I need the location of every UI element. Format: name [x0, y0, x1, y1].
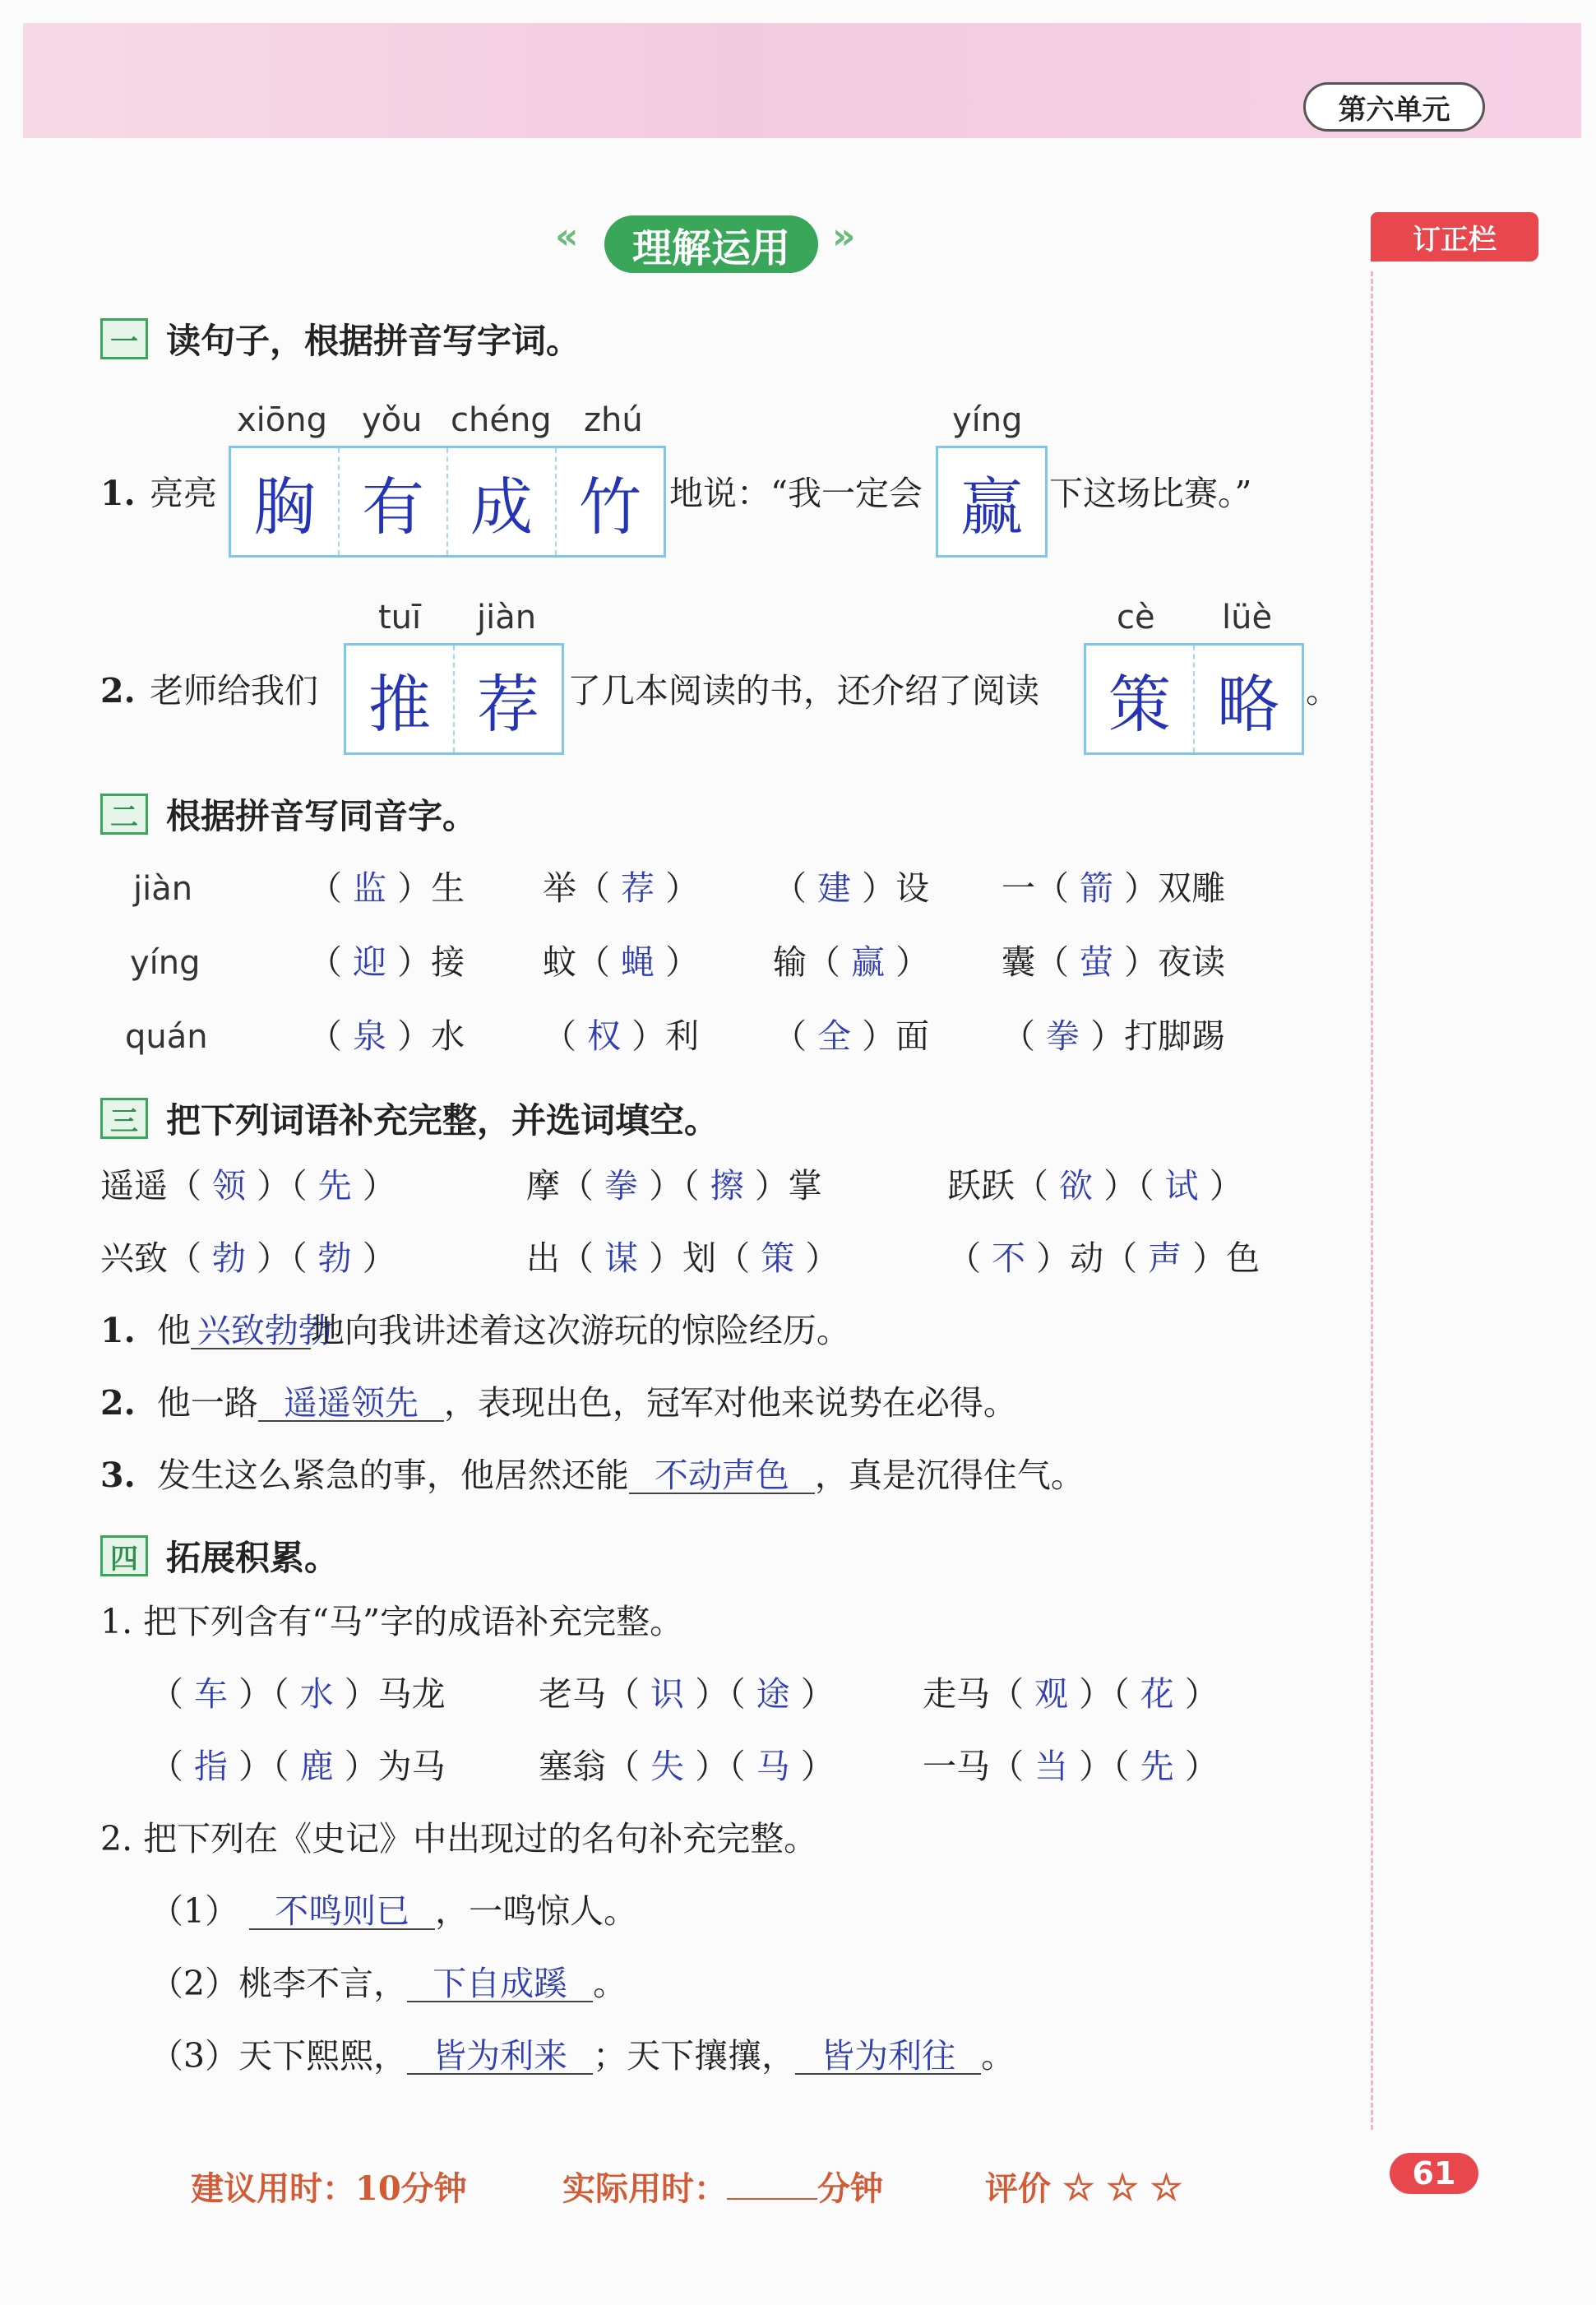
- answer-grid: [1084, 643, 1304, 755]
- section-title: 拓展积累。: [166, 1538, 340, 1578]
- idiom-fill: （ 不 ）动（ 声 ）色: [947, 1238, 1261, 1278]
- pinyin: yíng: [130, 944, 201, 982]
- sentence-text: 地说：“我一定会: [669, 474, 923, 513]
- correction-column-divider: [1371, 271, 1373, 2130]
- answer-char: 推: [346, 646, 455, 752]
- section-one-heading: [100, 314, 581, 363]
- fill-sentence: 3. 发生这么紧急的事，他居然还能 不动声色 ，真是沉得住气。: [100, 1456, 1085, 1495]
- pinyin: yíng: [952, 401, 1023, 439]
- fill-sentence: 1. 他 兴致勃勃地向我讲述着这次游玩的惊险经历。: [100, 1311, 850, 1350]
- answer-char: 赢: [960, 470, 1023, 544]
- pinyin: chéng: [451, 401, 552, 439]
- homophone-item: 一（ 箭 ）双雕: [1002, 868, 1226, 908]
- fill-sentence: （1） 不鸣则已 ，一鸣惊人。: [150, 1891, 638, 1931]
- homophone-item: （ 权 ）利: [543, 1016, 700, 1056]
- pinyin: lüè: [1222, 599, 1273, 636]
- page-number: 61: [1390, 2153, 1478, 2194]
- question-number: 1.: [100, 474, 136, 513]
- section-four-heading: [100, 1531, 339, 1581]
- answer-char: 荐: [477, 667, 539, 741]
- answer-char: 胸: [231, 448, 340, 555]
- idiom-fill: 老马（ 识 ）（ 途 ）: [539, 1674, 835, 1714]
- idiom-fill: 跃跃（ 欲 ）（ 试 ）: [947, 1166, 1243, 1206]
- answer-char: 有: [340, 448, 448, 555]
- fill-sentence: （2）桃李不言， 下自成蹊 。: [150, 1964, 627, 2003]
- sentence-text: 。: [1306, 671, 1339, 710]
- sentence-text: 了几本阅读的书，还介绍了阅读: [567, 671, 1039, 710]
- rating: 评价 ☆ ☆ ☆: [985, 2167, 1183, 2209]
- fill-sentence: （3）天下熙熙， 皆为利来 ；天下攘攘， 皆为利往 。: [150, 2036, 1015, 2076]
- homophone-item: 输（ 赢 ）: [773, 942, 930, 982]
- star-icon: ☆: [1106, 2167, 1139, 2209]
- star-icon: ☆: [1062, 2167, 1095, 2209]
- chevron-right-icon: »: [832, 215, 856, 257]
- section-two-heading: [100, 789, 477, 839]
- correction-column-tab: 订正栏: [1371, 212, 1538, 262]
- section-title: 读句子，根据拼音写字词。: [166, 321, 581, 361]
- section-title: 根据拼音写同音字。: [166, 796, 478, 836]
- idiom-fill: 兴致（ 勃 ）（ 勃 ）: [100, 1238, 396, 1278]
- pinyin: quán: [125, 1018, 208, 1056]
- actual-time: 实际用时： 分钟: [562, 2169, 883, 2208]
- idiom-fill: 出（ 谋 ）划（ 策 ）: [526, 1238, 840, 1278]
- question-number: 2.: [100, 671, 136, 710]
- idiom-fill: 一马（ 当 ）（ 先 ）: [923, 1747, 1219, 1786]
- section-three-heading: [100, 1094, 719, 1143]
- idiom-fill: （ 车 ）（ 水 ）马龙: [150, 1674, 446, 1714]
- pinyin: cè: [1117, 599, 1155, 636]
- section-number: 一: [100, 318, 148, 359]
- section-title: 把下列词语补充完整，并选词填空。: [166, 1100, 719, 1141]
- homophone-item: （ 全 ）面: [773, 1016, 930, 1056]
- homophone-item: 囊（ 萤 ）夜读: [1002, 942, 1226, 982]
- answer-grid: [936, 446, 1048, 558]
- idiom-fill: 走马（ 观 ）（ 花 ）: [923, 1674, 1219, 1714]
- pinyin: jiàn: [133, 870, 193, 908]
- answer-grid: [229, 446, 666, 558]
- idiom-fill: （ 指 ）（ 鹿 ）为马: [150, 1747, 446, 1786]
- idiom-fill: 遥遥（ 领 ）（ 先 ）: [100, 1166, 396, 1206]
- chevron-left-icon: «: [555, 215, 579, 257]
- sentence-text: 下这场比赛。”: [1049, 474, 1252, 513]
- question-prompt: 2. 把下列在《史记》中出现过的名句补充完整。: [100, 1819, 818, 1858]
- fill-sentence: 2. 他一路 遥遥领先 ，表现出色，冠军对他来说势在必得。: [100, 1383, 1017, 1423]
- section-banner: 理解运用: [604, 215, 818, 273]
- idiom-fill: 塞翁（ 失 ）（ 马 ）: [539, 1747, 835, 1786]
- homophone-item: （ 泉 ）水: [308, 1016, 465, 1056]
- homophone-item: （ 迎 ）接: [308, 942, 465, 982]
- sentence-text: 老师给我们: [150, 671, 318, 710]
- idiom-fill: 摩（ 拳 ）（ 擦 ）掌: [526, 1166, 822, 1206]
- homophone-item: （ 建 ）设: [773, 868, 930, 908]
- homophone-item: （ 拳 ）打脚踢: [1002, 1016, 1226, 1056]
- homophone-item: 蚊（ 蝇 ）: [543, 942, 700, 982]
- answer-char: 策: [1086, 646, 1195, 752]
- section-number: 二: [100, 794, 148, 835]
- answer-char: 竹: [579, 470, 641, 544]
- pinyin: tuī: [378, 599, 422, 636]
- suggested-time: 建议用时：10分钟: [191, 2169, 467, 2208]
- section-number: 三: [100, 1098, 148, 1139]
- answer-grid: [344, 643, 564, 755]
- star-icon: ☆: [1150, 2167, 1183, 2209]
- pinyin: jiàn: [477, 599, 537, 636]
- pinyin: yǒu: [362, 401, 423, 439]
- question-prompt: 1. 把下列含有“马”字的成语补充完整。: [100, 1602, 684, 1641]
- answer-char: 成: [448, 448, 557, 555]
- answer-char: 略: [1217, 667, 1279, 741]
- pinyin: xiōng: [237, 401, 327, 439]
- pinyin: zhú: [584, 401, 643, 439]
- homophone-item: （ 监 ）生: [308, 868, 465, 908]
- section-number: 四: [100, 1535, 148, 1576]
- unit-badge: 第六单元: [1303, 82, 1485, 132]
- sentence-text: 亮亮: [150, 474, 217, 513]
- homophone-item: 举（ 荐 ）: [543, 868, 700, 908]
